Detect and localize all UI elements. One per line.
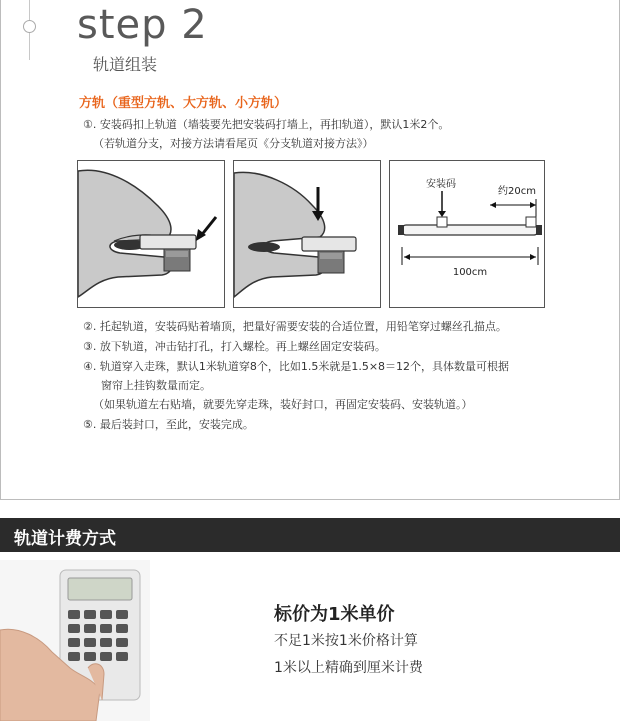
length-label: 100cm: [452, 267, 488, 278]
step-title: step 2: [77, 2, 208, 48]
spacing-label: 约20cm: [498, 186, 536, 197]
instruction-2: ②. 托起轨道，安装码贴着墙顶，把量好需要安装的合适位置，用铅笔穿过螺丝孔描点。: [83, 320, 507, 333]
price-rule-1: 不足1米按1米价格计算: [274, 633, 418, 649]
instruction-4: ④. 轨道穿入走珠，默认1米轨道穿8个，比如1.5米就是1.5×8＝12个，具体数量可根据: [83, 360, 510, 373]
pricing-section-header: [0, 518, 620, 552]
instruction-1-note: （若轨道分支，对接方法请看尾页《分支轨道对接方法》）: [93, 137, 374, 150]
hand-press-illustration: [234, 161, 381, 308]
instruction-4-continued: 窗帘上挂钩数量而定。: [101, 379, 211, 392]
price-rule-2: 1米以上精确到厘米计费: [274, 660, 423, 676]
price-headline: 标价为1米单价: [274, 604, 395, 625]
instruction-3: ③. 放下轨道，冲击钻打孔，打入螺栓。再上螺丝固定安装码。: [83, 340, 386, 353]
hand-clip-illustration: [78, 161, 225, 308]
rail-spacing-diagram: [390, 161, 545, 308]
calculator-illustration: [0, 560, 150, 721]
pricing-section-title: 轨道计费方式: [14, 529, 116, 549]
bracket-label: 安装码: [426, 179, 456, 190]
rail-types-heading: 方轨（重型方轨、大方轨、小方轨）: [79, 96, 288, 111]
figure-rail-spacing-diagram: [389, 160, 545, 308]
figure-bracket-clip: [77, 160, 225, 308]
instruction-4-note: （如果轨道左右贴墙，就要先穿走珠，装好封口，再固定安装码、安装轨道。）: [93, 398, 473, 411]
instruction-5: ⑤. 最后装封口，至此，安装完成。: [83, 418, 254, 431]
calculator-hand-icon: [0, 560, 150, 721]
instruction-1: ①. 安装码扣上轨道（墙装要先把安装码打墙上，再扣轨道），默认1米2个。: [83, 118, 450, 131]
timeline-dot: [23, 20, 36, 33]
step-subtitle: 轨道组装: [93, 55, 158, 74]
figure-bracket-press: [233, 160, 381, 308]
